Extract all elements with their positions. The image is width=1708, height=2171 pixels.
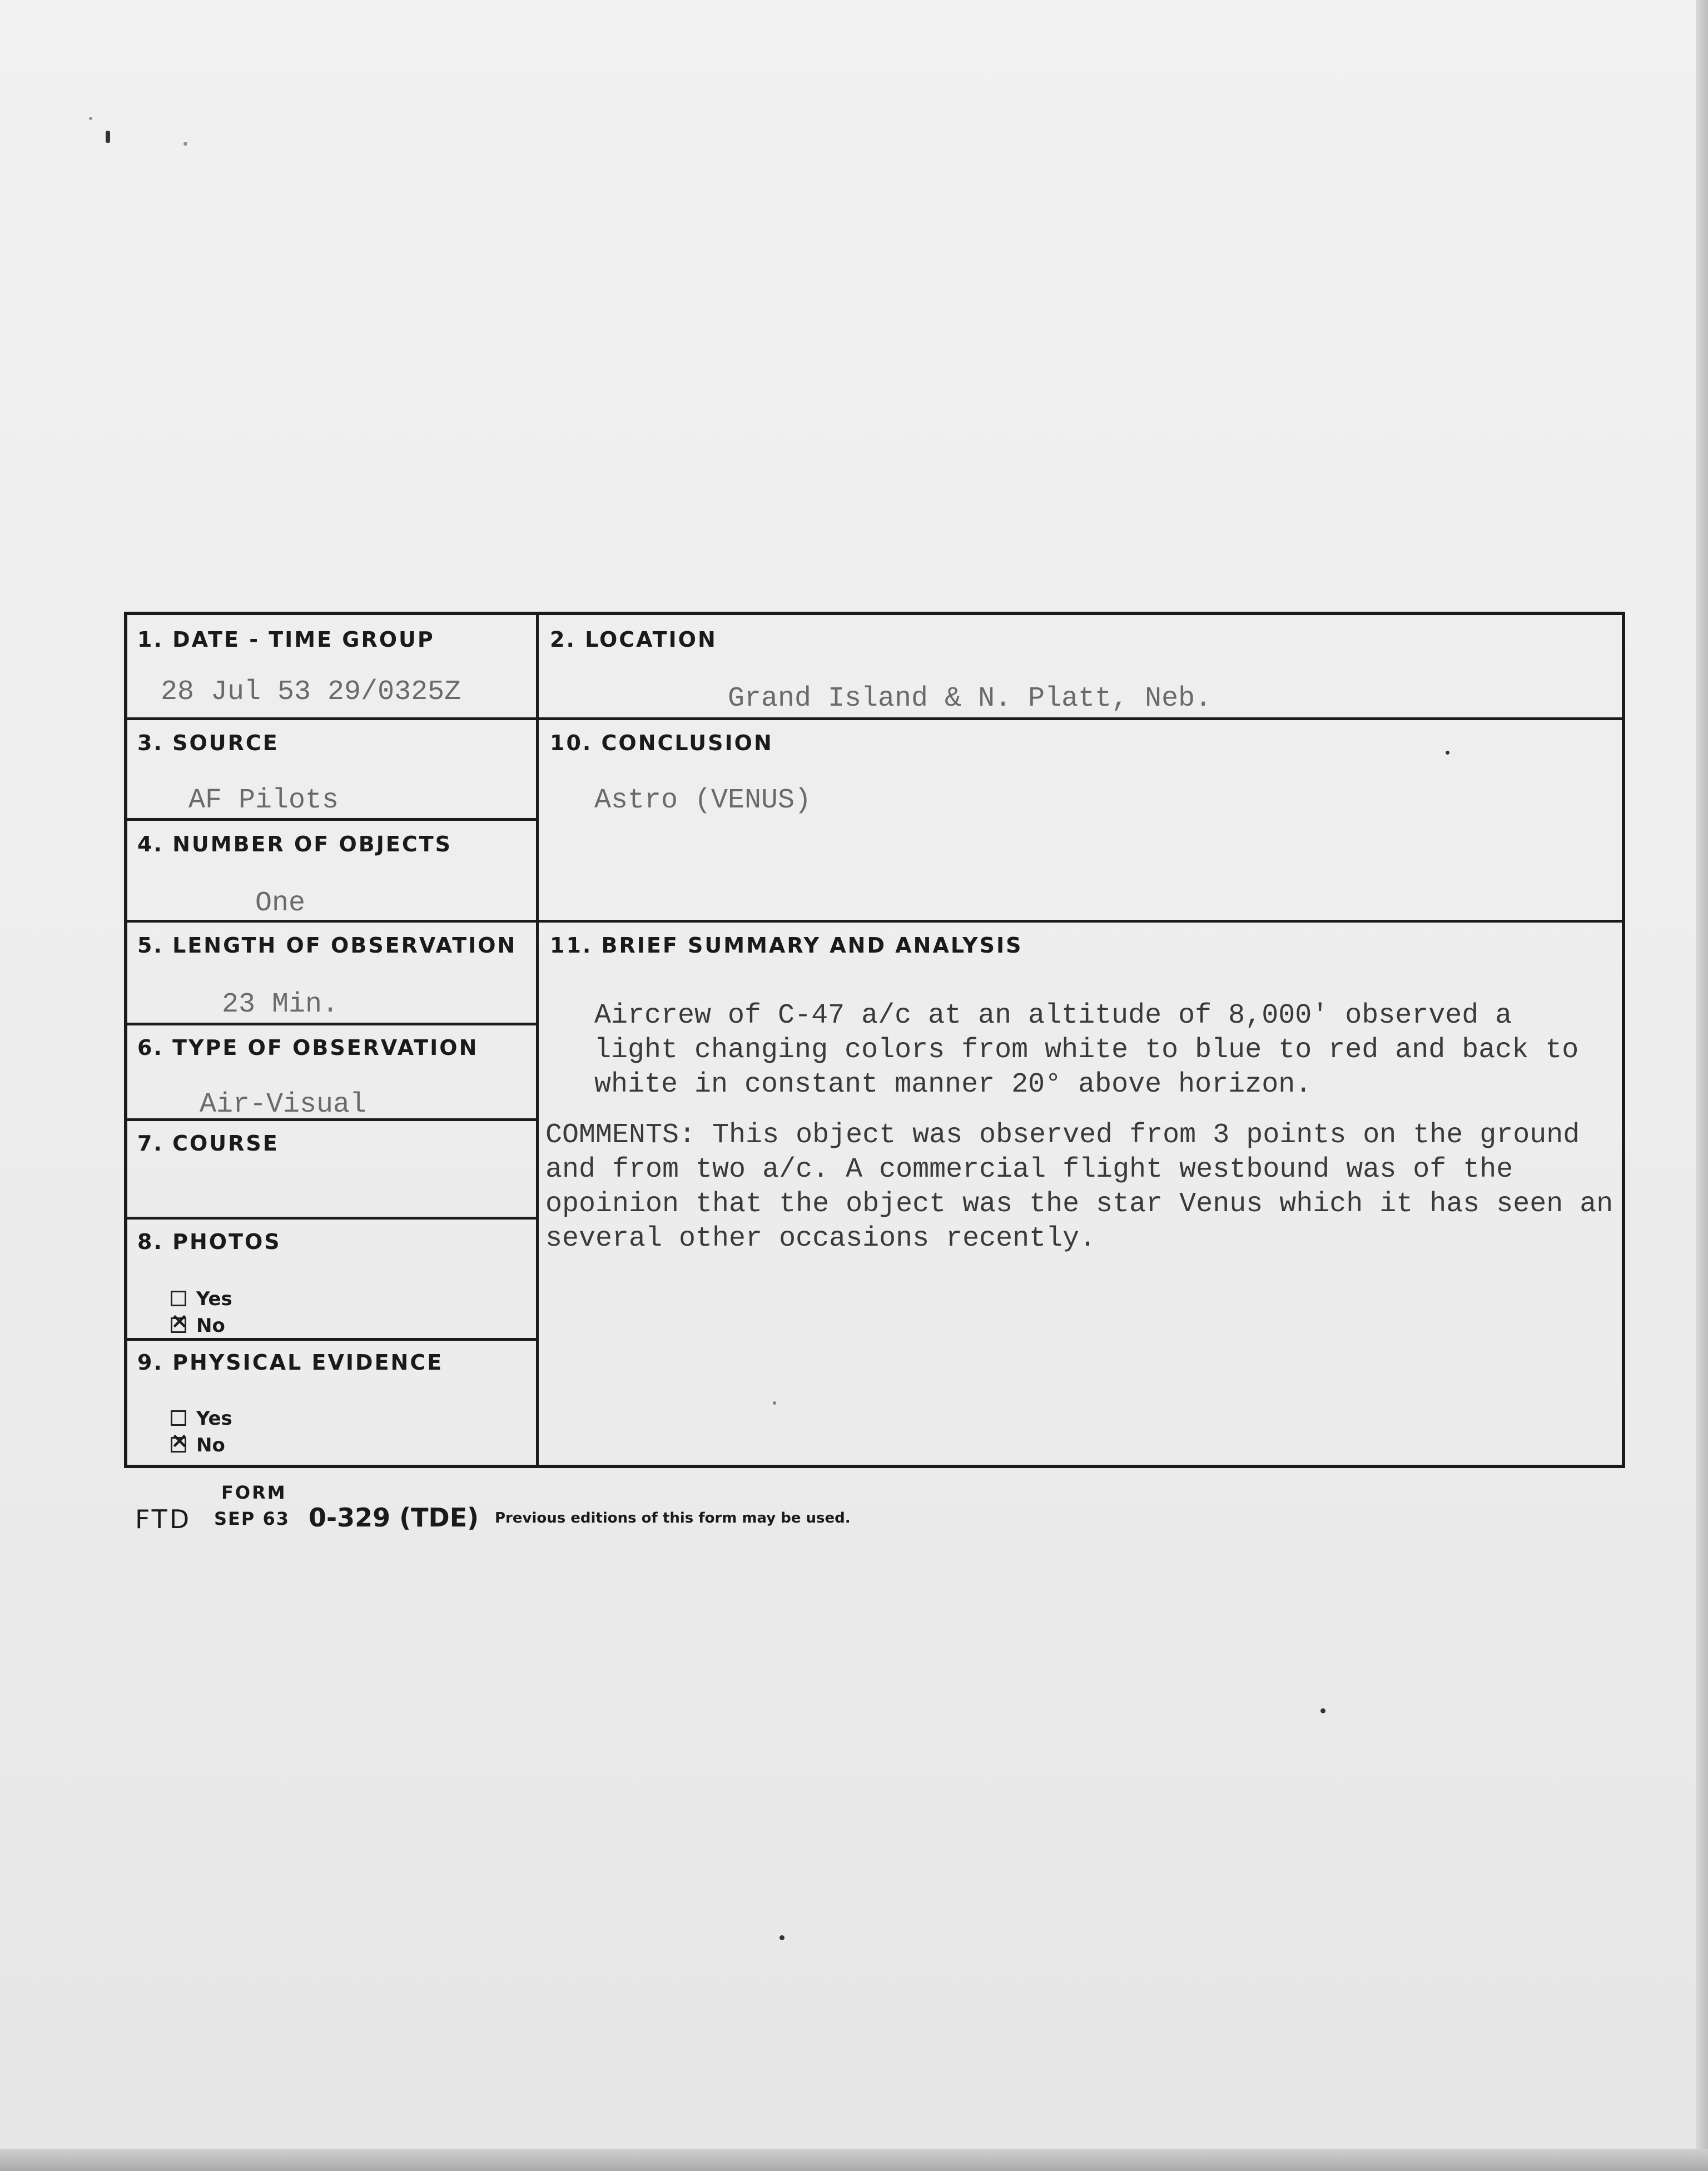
checkbox-empty-icon xyxy=(171,1291,186,1306)
type-of-observation-label: 6. TYPE OF OBSERVATION xyxy=(137,1035,479,1060)
column-divider xyxy=(536,615,539,1465)
project-record-card xyxy=(124,612,1625,1468)
length-of-observation-label: 5. LENGTH OF OBSERVATION xyxy=(137,933,517,958)
type-of-observation-value: Air-Visual xyxy=(200,1089,367,1121)
row-divider xyxy=(127,920,1622,923)
course-label: 7. COURSE xyxy=(137,1131,279,1156)
location-value: Grand Island & N. Platt, Neb. xyxy=(728,683,1212,715)
physical-evidence-no-label: No xyxy=(196,1434,225,1456)
summary-comments: COMMENTS: This object was observed from 3 points on the ground and from two a/c. A commercial flight westbound was of the opoinion that the object was the star Venus which it has seen an several other occasions recently. xyxy=(545,1119,1613,1255)
physical-evidence-yes-label: Yes xyxy=(196,1407,232,1430)
conclusion-value: Astro (VENUS) xyxy=(594,785,812,816)
page-edge-right xyxy=(1696,0,1708,2171)
number-of-objects-value: One xyxy=(255,888,306,919)
row-divider xyxy=(127,1338,539,1341)
checkbox-checked-icon xyxy=(171,1437,186,1453)
physical-evidence-no-option[interactable] xyxy=(171,1434,225,1456)
source-value: AF Pilots xyxy=(188,785,339,816)
photos-yes-option[interactable] xyxy=(171,1288,232,1310)
physical-evidence-yes-option[interactable] xyxy=(171,1407,232,1430)
row-divider xyxy=(127,818,539,821)
photos-yes-label: Yes xyxy=(196,1288,232,1310)
ftd-label: FTD xyxy=(135,1504,192,1534)
checkbox-checked-icon xyxy=(171,1317,186,1333)
row-divider xyxy=(127,1217,539,1220)
source-label: 3. SOURCE xyxy=(137,731,279,755)
film-speck xyxy=(1320,1708,1325,1713)
photos-label: 8. PHOTOS xyxy=(137,1230,281,1254)
row-divider xyxy=(127,717,1622,720)
previous-editions-note: Previous editions of this form may be used. xyxy=(495,1510,851,1526)
date-time-group-label: 1. DATE - TIME GROUP xyxy=(137,627,435,652)
location-label: 2. LOCATION xyxy=(550,627,717,652)
physical-evidence-label: 9. PHYSICAL EVIDENCE xyxy=(137,1350,444,1375)
number-of-objects-label: 4. NUMBER OF OBJECTS xyxy=(137,832,453,856)
film-speck xyxy=(89,117,92,120)
photos-no-label: No xyxy=(196,1315,225,1337)
form-number: 0-329 (TDE) xyxy=(309,1503,479,1533)
date-time-group-value: 28 Jul 53 29/0325Z xyxy=(161,676,461,708)
summary-paragraph: Aircrew of C-47 a/c at an altitude of 8,000' observed a light changing colors from white to blue to red and back to white in constant manner 20° above horizon. xyxy=(594,1000,1579,1101)
photos-no-option[interactable] xyxy=(171,1315,225,1337)
row-divider xyxy=(127,1023,539,1025)
summary-label: 11. BRIEF SUMMARY AND ANALYSIS xyxy=(550,933,1023,958)
film-speck xyxy=(106,131,110,143)
film-speck xyxy=(183,142,187,146)
conclusion-label: 10. CONCLUSION xyxy=(550,731,773,755)
checkbox-empty-icon xyxy=(171,1410,186,1426)
length-of-observation-value: 23 Min. xyxy=(222,989,339,1020)
page-edge-bottom xyxy=(0,2149,1708,2171)
film-speck xyxy=(779,1935,785,1940)
sep63-label: SEP 63 xyxy=(214,1508,290,1529)
form-word: FORM xyxy=(221,1482,287,1503)
